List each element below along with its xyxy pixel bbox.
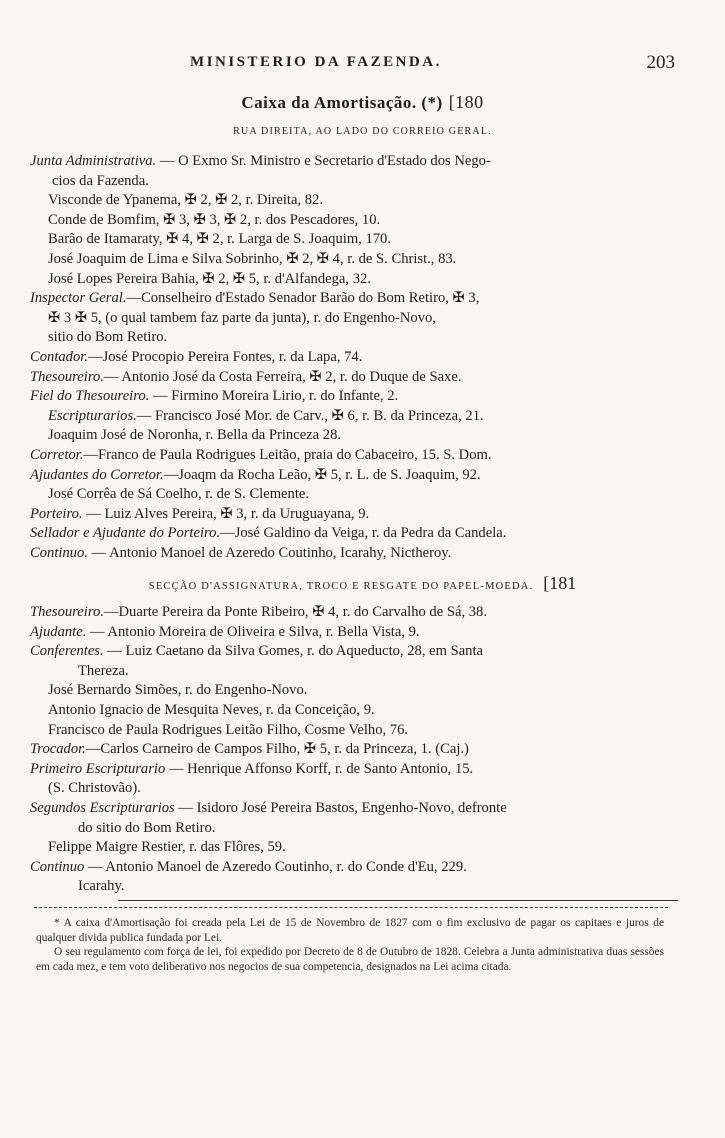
section-address: RUA DIREITA, AO LADO DO CORREIO GERAL. (233, 126, 492, 137)
junta-member: José Joaquim de Lima e Silva Sobrinho, ✠ 2, ✠ 4, r. de S. Christ., 83. (48, 250, 457, 267)
running-head: MINISTERIO DA FAZENDA. (190, 54, 442, 70)
entry-continuation: Joaquim José de Noronha, r. Bella da Princeza 28. (48, 427, 342, 444)
entry-text: — Isidoro José Pereira Bastos, Engenho-Novo, defronte (178, 799, 507, 816)
page-header (0, 54, 725, 78)
entry-text: — Antonio José da Costa Ferreira, ✠ 2, r. do Duque de Saxe. (103, 368, 462, 385)
conferente-member: Francisco de Paula Rodrigues Leitão Filho, Cosme Velho, 76. (48, 721, 409, 738)
entry-title: Thesoureiro. (30, 604, 104, 620)
entry-continuation: (S. Christovão). (48, 780, 141, 797)
entry-text: — Luiz Alves Pereira, ✠ 3, r. da Uruguayana, 9. (86, 505, 370, 522)
section-title-text: SECÇÃO D'ASSIGNATURA, TROCO E RESGATE DO PAPEL-MOEDA. (148, 581, 534, 592)
footnote-paragraph: * A caixa d'Amortisação foi creada pela Lei de 15 de Novembro de 1827 com o fim exclusivo de pagar os capitaes e juros de qualquer divida publica fundada por Lei. (36, 917, 664, 944)
section-title-papel-moeda (0, 573, 725, 594)
entry-continuation: Icarahy. (78, 878, 125, 895)
entry-text: —Duarte Pereira da Ponte Ribeiro, ✠ 4, r. do Carvalho de Sá, 38. (103, 604, 487, 620)
section-number: [181 (543, 573, 577, 593)
entry-text: —Carlos Carneiro de Campos Filho, ✠ 5, r. da Princeza, 1. (Caj.) (85, 741, 469, 758)
junta-member: Barão de Itamaraty, ✠ 4, ✠ 2, r. Larga de S. Joaquim, 170. (48, 231, 392, 248)
entry-title: Ajudantes do Corretor. (30, 466, 164, 483)
section-title-text: Caixa da Amortisação. (*) (241, 93, 443, 112)
junta-member: José Lopes Pereira Bahia, ✠ 2, ✠ 5, r. d'Alfandega, 32. (48, 270, 371, 287)
entry-text: — Luiz Caetano da Silva Gomes, r. do Aqueducto, 28, em Santa (107, 643, 484, 660)
entry-title: Sellador e Ajudante do Porteiro. (30, 525, 221, 542)
entry-text: — Francisco José Mor. de Carv., ✠ 6, r. B. da Princeza, 21. (136, 407, 484, 424)
entry-title: Junta Administrativa. (30, 153, 157, 169)
entry-continuation: sitio do Bom Retiro. (48, 329, 168, 346)
entry-continuation: cios da Fazenda. (52, 172, 149, 189)
conferente-member: Antonio Ignacio de Mesquita Neves, r. da Conceição, 9. (48, 701, 375, 718)
entry-text: —Conselheiro d'Estado Senador Barão do Bom Retiro, ✠ 3, (126, 290, 480, 307)
entry-title: Ajudante. (30, 623, 87, 640)
entry-text: — O Exmo Sr. Ministro e Secretario d'Estado dos Nego- (159, 153, 491, 169)
junta-member: Visconde de Ypanema, ✠ 2, ✠ 2, r. Direita, 82. (48, 192, 323, 209)
entry-continuation: José Corrêa de Sá Coelho, r. de S. Clemente. (48, 486, 310, 503)
entry-text: — Firmino Moreira Lirio, r. do Infante, 2. (152, 388, 399, 405)
entry-text: — Henrique Affonso Korff, r. de Santo Antonio, 15. (168, 760, 474, 777)
entry-title: Continuo. (30, 544, 88, 561)
entry-junta-administrativa (30, 152, 670, 563)
entry-text: —José Galdino da Veiga, r. da Pedra da Candela. (220, 525, 507, 542)
entry-text: —José Procopio Pereira Fontes, r. da Lapa, 74. (87, 348, 363, 365)
entry-text: — Antonio Manoel de Azeredo Coutinho, r. do Conde d'Eu, 229. (87, 858, 467, 875)
section-number: [180 (448, 92, 484, 112)
entry-title: Fiel do Thesoureiro. (30, 388, 150, 405)
segundo-escripturario-member: Felippe Maigre Restier, r. das Flôres, 59. (48, 839, 286, 856)
junta-member: Conde de Bomfim, ✠ 3, ✠ 3, ✠ 2, r. dos Pescadores, 10. (48, 211, 381, 228)
entry-text: —Joaqm da Rocha Leão, ✠ 5, r. L. de S. Joaquim, 92. (163, 466, 481, 483)
entry-papel-moeda (30, 603, 670, 897)
page-number: 203 (646, 52, 675, 73)
section-title-caixa-amortisacao (0, 92, 725, 113)
entry-title: Continuo (30, 858, 85, 875)
entry-title: Inspector Geral. (30, 290, 127, 307)
entry-continuation: Thereza. (78, 662, 129, 679)
footnote-rule (34, 907, 668, 908)
entry-text: — Antonio Moreira de Oliveira e Silva, r. Bella Vista, 9. (90, 623, 420, 640)
entry-continuation: ✠ 3 ✠ 5, (o qual tambem faz parte da junta), r. do Engenho-Novo, (48, 309, 436, 326)
entry-title: Primeiro Escripturario (30, 760, 166, 777)
entry-continuation: do sitio do Bom Retiro. (78, 819, 216, 836)
entry-text: — Antonio Manoel de Azeredo Coutinho, Icarahy, Nictheroy. (91, 544, 452, 561)
divider-rule (118, 900, 678, 901)
entry-title: Segundos Escripturarios (30, 799, 175, 816)
entry-title: Trocador. (30, 741, 86, 758)
footnote-paragraph: O seu regulamento com força de lei, foi expedido por Decreto de 8 de Outubro de 1828. Celebra a Junta administrativa duas sessões em cada mez, e tem voto deliberativo nos negocios de sua competencia, designados na Lei acima citada. (36, 946, 664, 973)
entry-text: —Franco de Paula Rodrigues Leitão, praia do Cabaceiro, 15. S. Dom. (83, 446, 492, 463)
entry-title: Porteiro. (30, 505, 83, 522)
entry-title: Corretor. (30, 446, 84, 463)
footnote (36, 916, 664, 974)
entry-title: Thesoureiro. (30, 368, 104, 385)
conferente-member: José Bernardo Simões, r. do Engenho-Novo. (48, 682, 308, 699)
entry-title: Escripturarios. (48, 407, 137, 424)
entry-title: Conferentes. (30, 643, 104, 660)
entry-title: Contador. (30, 348, 88, 365)
